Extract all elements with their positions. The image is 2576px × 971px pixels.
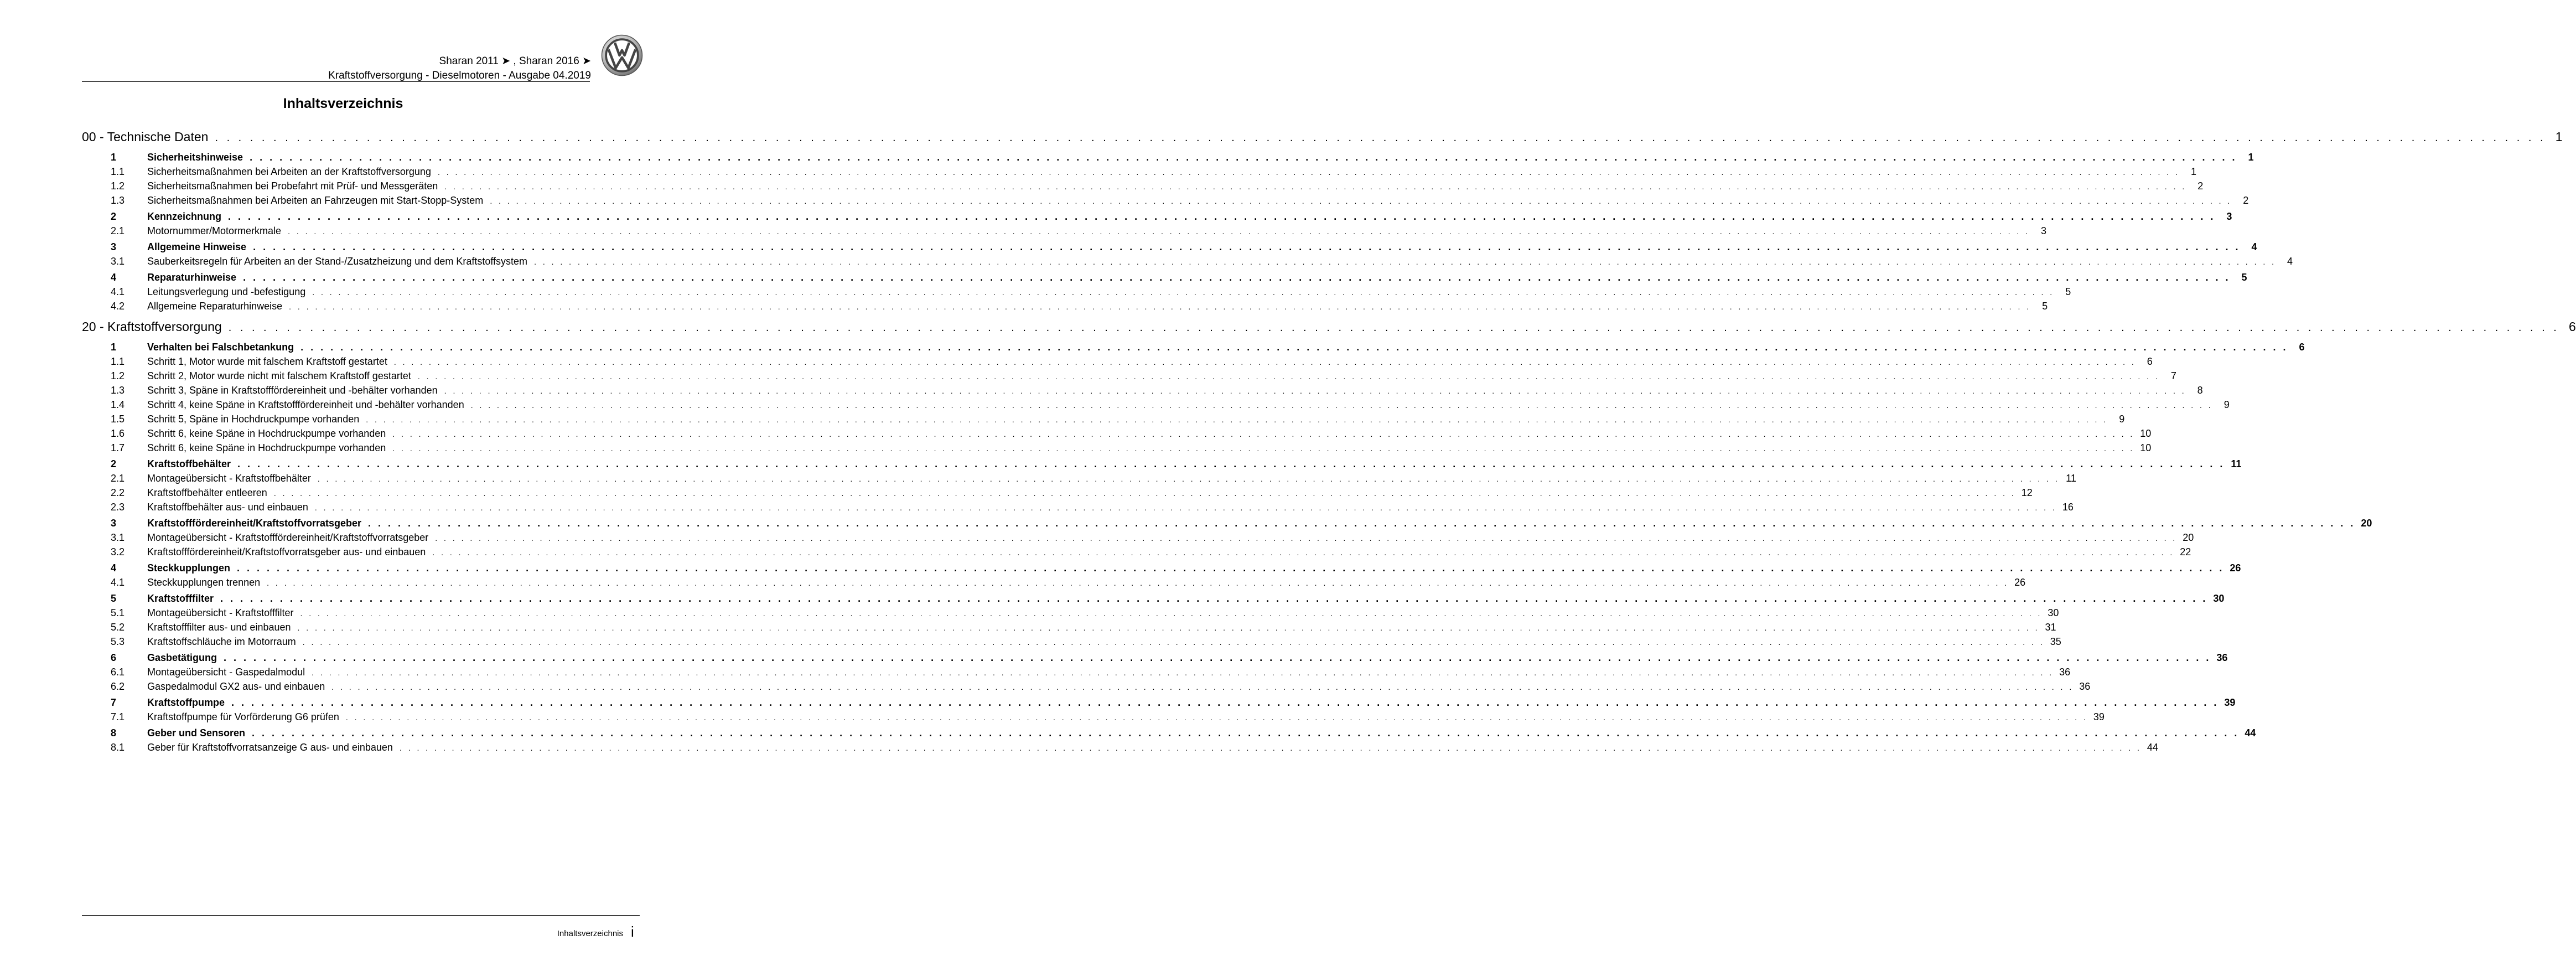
toc-entry-title: Sicherheitshinweise [147,152,243,163]
toc-section-entry[interactable] [111,272,2247,285]
toc-entry-title: Schritt 6, keine Späne in Hochdruckpumpe vorhanden [147,428,386,439]
toc-page-number: 20 [2183,532,2194,543]
toc-page-number: 22 [2180,546,2191,557]
toc-page-number: 35 [2050,636,2061,647]
toc-subsection-entry[interactable] [111,428,2152,441]
toc-page-number: 39 [2224,697,2236,708]
toc-page-number: 6 [2147,356,2153,367]
toc-entry-title: Schritt 1, Motor wurde mit falschem Kraftstoff gestartet [147,356,387,367]
toc-subsection-entry[interactable] [111,681,2091,694]
toc-section-entry[interactable] [111,211,2232,224]
toc-entry-number: 1 [111,342,117,353]
toc-leader-dots: . . . . . . . . . . . . . . . . . . . . . . . . . . . . . . . . . . . . . . . . . . . . . . . . . . . . . . . . . . . . . . . . . . . . . . . . . . . . . . . . . . . . . . . . . . . . . . . . . . . . . . . . . . . . . . . . . . . . . . . . . . . . . . . . . . . . . . . . . . . . . . . . . . . . . . . . . . . . . . . . . . . . . . . . . . . . . . . . . . . . . . . . . . . . . . . . . . . . . . . . [534,257,2277,266]
toc-subsection-entry[interactable] [111,667,2071,680]
toc-entry-title: Leitungsverlegung und -befestigung [147,286,306,297]
toc-entry-title: Steckkupplungen [147,562,231,574]
toc-leader-dots: . . . . . . . . . . . . . . . . . . . . . . . . . . . . . . . . . . . . . . . . . . . . . . . . . . . . . . . . . . . . . . . . . . . . . . . . . . . . . . . . . . . . . . . . . . . . . . . . . . . . . . . . . . . . . . . . . . . . . . . . . . . . . . . . . . . . . . . . . . . . . . . . . . . . . . . . . . . . . . . . . . . . . . . . . . . . . . . . . . . . . . . . . . . . . . . . . . . . . . . . [220,593,2208,604]
toc-page-number: 36 [2079,681,2091,692]
toc-leader-dots: . . . . . . . . . . . . . . . . . . . . . . . . . . . . . . . . . . . . . . . . . . . . . . . . . . . . . . . . . . . . . . . . . . . . . . . . . . . . . . . . . . . . . . . . . . . . . . . . . . . . . . . . . . . . . . . . . . . . . . . . . . . . . . . . . . . . . . . . . . . . . . . . . . . . . . . . . . . . . . . . . . . . . . . . . . . . . . . . . . . . . . . . . . . . . . . . . . . . . . . . [392,430,2135,438]
toc-subsection-entry[interactable] [111,166,2196,179]
toc-subsection-entry[interactable] [111,442,2152,456]
toc-page-number: 44 [2245,727,2256,738]
toc-section-entry[interactable] [111,518,2372,531]
toc-page-number: 1 [2190,166,2196,177]
toc-leader-dots: . . . . . . . . . . . . . . . . . . . . . . . . . . . . . . . . . . . . . . . . . . . . . . . . . . . . . . . . . . . . . . . . . . . . . . . . . . . . . . . . . . . . . . . . . . . . . . . . . . . . . . . . . . . . . . . . . . . . . . . . . . . . . . . . . . . . . . . . . . . . . . . . . . . . . . . . . . . . . . . . . . . . . . . . . . . . . . . . . . . . . . . . . . . . . . . . . . . . . . . . [470,401,2213,410]
toc-entry-number: 1.6 [111,428,125,439]
toc-leader-dots: . . . . . . . . . . . . . . . . . . . . . . . . . . . . . . . . . . . . . . . . . . . . . . . . . . . . . . . . . . . . . . . . . . . . . . . . . . . . . . . . . . . . . . . . . . . . . . . . . . . . . . . . . . . . . . . . . . . . . . . . . . . . . . . . . . . . . . . . . . . . . . . . . . . . . . . . . . . . . . . . . . . . . . . . . . . . . . . . . . . . . . . . . . . . . . . . . . . . . . . . [243,272,2231,283]
toc-entry-title: Montageübersicht - Kraftstofffördereinheit/Kraftstoffvorratsgeber [147,532,429,543]
toc-entry-number: 1.5 [111,414,125,425]
toc-entry-title: Sauberkeitsregeln für Arbeiten an der Stand-/Zusatzheizung und dem Kraftstoffsystem [147,256,528,267]
toc-section-entry[interactable] [111,727,2256,741]
toc-leader-dots: . . . . . . . . . . . . . . . . . . . . . . . . . . . . . . . . . . . . . . . . . . . . . . . . . . . . . . . . . . . . . . . . . . . . . . . . . . . . . . . . . . . . . . . . . . . . . . . . . . . . . . . . . . . . . . . . . . . . . . . . . . . . . . . . . . . . . . . . . . . . . . . . . . . . . . . . . . . . . . . . . . . . . . . . . . . . . . . . . . . . . . . . . . . . . . . . . . . . . . . . [432,548,2175,557]
toc-subsection-entry[interactable] [111,622,2056,635]
toc-chapter-entry[interactable] [82,130,2563,146]
toc-section-entry[interactable] [111,562,2241,576]
toc-leader-dots: . . . . . . . . . . . . . . . . . . . . . . . . . . . . . . . . . . . . . . . . . . . . . . . . . . . . . . . . . . . . . . . . . . . . . . . . . . . . . . . . . . . . . . . . . . . . . . . . . . . . . . . . . . . . . . . . . . . . . . . . . . . . . . . . . . . . . . . . . . . . . . . . . . . . . . . . . . . . . . . . . . . . . . . . . . . . . . . . . . . . . . . . . . . . . . . . . . . . . . . . [300,342,2288,353]
toc-entry-title: Schritt 3, Späne in Kraftstofffördereinheit und -behälter vorhanden [147,385,438,396]
toc-page-number: 5 [2241,272,2247,283]
toc-subsection-entry[interactable] [111,180,2204,194]
toc-subsection-entry[interactable] [111,399,2230,412]
toc-leader-dots: . . . . . . . . . . . . . . . . . . . . . . . . . . . . . . . . . . . . . . . . . . . . . . . . . . . . . . . . . . . . . . . . . . . . . . . . . . . . . . . . . . . . . . . . . . . . . . . . . . . . . . . . . . . . . . . . . . . . . . . . . . . . . . . . . . . . . . . . . . . . . . . . . . . . . . . . . . . . . . . . . . . . . . . . . . . . . . . . . . . . . . . . . . . . . . . . . . . . . . . . [228,211,2216,222]
toc-leader-dots: . . . . . . . . . . . . . . . . . . . . . . . . . . . . . . . . . . . . . . . . . . . . . . . . . . . . . . . . . . . . . . . . . . . . . . . . . . . . . . . . . . . . . . . . . . . . . . . . . . . . . . . . . . . . . . . . . . . . . . . . . . . . . . . . . . . . . . . . . . . . . . . . . . . . . . . . . . . . . . . . . . . . . . . . . . . . . . . . . . . . . . . . . . . . . . . . . . . . . . . . [228,322,2559,334]
toc-entry-title: Montageübersicht - Kraftstofffilter [147,607,294,618]
toc-page-number: 11 [2066,473,2076,484]
toc-subsection-entry[interactable] [111,256,2293,269]
toc-page-number: 16 [2062,502,2074,513]
toc-leader-dots: . . . . . . . . . . . . . . . . . . . . . . . . . . . . . . . . . . . . . . . . . . . . . . . . . . . . . . . . . . . . . . . . . . . . . . . . . . . . . . . . . . . . . . . . . . . . . . . . . . . . . . . . . . . . . . . . . . . . . . . . . . . . . . . . . . . . . . . . . . . . . . . . . . . . . . . . . . . . . . . . . . . . . . . . . . . . . . . . . . . . . . . . . . . . . . . . . . . . . . . . [289,302,2031,311]
toc-entry-title: Kraftstoffschläuche im Motorraum [147,636,296,647]
toc-entry-number: 1.1 [111,166,125,177]
toc-entry-title: Kraftstofffördereinheit/Kraftstoffvorratsgeber [147,518,362,529]
toc-entry-number: 3.1 [111,256,125,267]
toc-subsection-entry[interactable] [111,532,2194,545]
toc-entry-title: Kennzeichnung [147,211,221,222]
toc-leader-dots: . . . . . . . . . . . . . . . . . . . . . . . . . . . . . . . . . . . . . . . . . . . . . . . . . . . . . . . . . . . . . . . . . . . . . . . . . . . . . . . . . . . . . . . . . . . . . . . . . . . . . . . . . . . . . . . . . . . . . . . . . . . . . . . . . . . . . . . . . . . . . . . . . . . . . . . . . . . . . . . . . . . . . . . . . . . . . . . . . . . . . . . . . . . . . . . . . . . . . . . . [312,668,2054,677]
toc-page-number: 10 [2140,428,2152,439]
toc-leader-dots: . . . . . . . . . . . . . . . . . . . . . . . . . . . . . . . . . . . . . . . . . . . . . . . . . . . . . . . . . . . . . . . . . . . . . . . . . . . . . . . . . . . . . . . . . . . . . . . . . . . . . . . . . . . . . . . . . . . . . . . . . . . . . . . . . . . . . . . . . . . . . . . . . . . . . . . . . . . . . . . . . . . . . . . . . . . . . . . . . . . . . . . . . . . . . . . . . . . . . . . . [314,503,2057,512]
toc-page-number: 1 [2555,130,2563,144]
toc-leader-dots: . . . . . . . . . . . . . . . . . . . . . . . . . . . . . . . . . . . . . . . . . . . . . . . . . . . . . . . . . . . . . . . . . . . . . . . . . . . . . . . . . . . . . . . . . . . . . . . . . . . . . . . . . . . . . . . . . . . . . . . . . . . . . . . . . . . . . . . . . . . . . . . . . . . . . . . . . . . . . . . . . . . . . . . . . . . . . . . . . . . . . . . . . . . . . . . . . . . . . . . . [297,623,2040,632]
toc-entry-title: 20 - Kraftstoffversorgung [82,319,222,334]
toc-page-number: 30 [2213,593,2225,604]
vw-logo-icon [601,34,643,76]
toc-entry-number: 4.1 [111,577,125,588]
toc-leader-dots: . . . . . . . . . . . . . . . . . . . . . . . . . . . . . . . . . . . . . . . . . . . . . . . . . . . . . . . . . . . . . . . . . . . . . . . . . . . . . . . . . . . . . . . . . . . . . . . . . . . . . . . . . . . . . . . . . . . . . . . . . . . . . . . . . . . . . . . . . . . . . . . . . . . . . . . . . . . . . . . . . . . . . . . . . . . . . . . . . . . . . . . . . . . . . . . . . . . . . . . . [345,713,2088,722]
toc-entry-title: Schritt 4, keine Späne in Kraftstofffördereinheit und -behälter vorhanden [147,399,464,410]
toc-subsection-entry[interactable] [111,414,2125,427]
toc-leader-dots: . . . . . . . . . . . . . . . . . . . . . . . . . . . . . . . . . . . . . . . . . . . . . . . . . . . . . . . . . . . . . . . . . . . . . . . . . . . . . . . . . . . . . . . . . . . . . . . . . . . . . . . . . . . . . . . . . . . . . . . . . . . . . . . . . . . . . . . . . . . . . . . . . . . . . . . . . . . . . . . . . . . . . . . . . . . . . . . . . . . . . . . . . . . . . . . . . . . . . . . . [273,489,2016,498]
toc-page-number: 26 [2014,577,2026,588]
toc-section-entry[interactable] [111,241,2257,255]
toc-leader-dots: . . . . . . . . . . . . . . . . . . . . . . . . . . . . . . . . . . . . . . . . . . . . . . . . . . . . . . . . . . . . . . . . . . . . . . . . . . . . . . . . . . . . . . . . . . . . . . . . . . . . . . . . . . . . . . . . . . . . . . . . . . . . . . . . . . . . . . . . . . . . . . . . . . . . . . . . . . . . . . . . . . . . . . . . . . . . . . . . . . . . . . . . . . . . . . . . . . . . . . . . [250,152,2237,163]
toc-page-number: 6 [2569,319,2576,334]
toc-entry-title: Sicherheitsmaßnahmen bei Probefahrt mit Prüf- und Messgeräten [147,180,438,192]
toc-entry-number: 2 [111,211,117,222]
toc-entry-title: Verhalten bei Falschbetankung [147,342,294,353]
toc-section-entry[interactable] [111,152,2254,165]
toc-section-entry[interactable] [111,652,2228,665]
toc-entry-title: 00 - Technische Daten [82,130,209,144]
toc-page-number: 39 [2093,711,2105,722]
toc-entry-title: Kraftstoffbehälter [147,458,231,469]
toc-section-entry[interactable] [111,593,2225,606]
toc-entry-number: 2.1 [111,473,125,484]
toc-entry-title: Geber und Sensoren [147,727,246,738]
toc-subsection-entry[interactable] [111,195,2249,208]
toc-leader-dots: . . . . . . . . . . . . . . . . . . . . . . . . . . . . . . . . . . . . . . . . . . . . . . . . . . . . . . . . . . . . . . . . . . . . . . . . . . . . . . . . . . . . . . . . . . . . . . . . . . . . . . . . . . . . . . . . . . . . . . . . . . . . . . . . . . . . . . . . . . . . . . . . . . . . . . . . . . . . . . . . . . . . . . . . . . . . . . . . . . . . . . . . . . . . . . . . . . . . . . . . [317,474,2060,483]
toc-entry-title: Allgemeine Hinweise [147,241,247,252]
toc-chapter-entry[interactable] [82,319,2576,336]
toc-leader-dots: . . . . . . . . . . . . . . . . . . . . . . . . . . . . . . . . . . . . . . . . . . . . . . . . . . . . . . . . . . . . . . . . . . . . . . . . . . . . . . . . . . . . . . . . . . . . . . . . . . . . . . . . . . . . . . . . . . . . . . . . . . . . . . . . . . . . . . . . . . . . . . . . . . . . . . . . . . . . . . . . . . . . . . . . . . . . . . . . . . . . . . . . . . . . . . . . . . . . . . . . [444,386,2186,395]
toc-entry-title: Gasbetätigung [147,652,217,663]
toc-page-number: 6 [2299,342,2305,353]
toc-leader-dots: . . . . . . . . . . . . . . . . . . . . . . . . . . . . . . . . . . . . . . . . . . . . . . . . . . . . . . . . . . . . . . . . . . . . . . . . . . . . . . . . . . . . . . . . . . . . . . . . . . . . . . . . . . . . . . . . . . . . . . . . . . . . . . . . . . . . . . . . . . . . . . . . . . . . . . . . . . . . . . . . . . . . . . . . . . . . . . . . . . . . . . . . . . . . . . . . . . . . . . . . [267,579,2009,587]
toc-leader-dots: . . . . . . . . . . . . . . . . . . . . . . . . . . . . . . . . . . . . . . . . . . . . . . . . . . . . . . . . . . . . . . . . . . . . . . . . . . . . . . . . . . . . . . . . . . . . . . . . . . . . . . . . . . . . . . . . . . . . . . . . . . . . . . . . . . . . . . . . . . . . . . . . . . . . . . . . . . . . . . . . . . . . . . . . . . . . . . . . . . . . . . . . . . . . . . . . . . . . . . . . [437,168,2180,177]
toc-entry-number: 7 [111,697,117,708]
toc-entry-title: Steckkupplungen trennen [147,577,261,588]
toc-page-number: 31 [2045,622,2056,633]
toc-page-number: 4 [2287,256,2293,267]
toc-leader-dots: . . . . . . . . . . . . . . . . . . . . . . . . . . . . . . . . . . . . . . . . . . . . . . . . . . . . . . . . . . . . . . . . . . . . . . . . . . . . . . . . . . . . . . . . . . . . . . . . . . . . . . . . . . . . . . . . . . . . . . . . . . . . . . . . . . . . . . . . . . . . . . . . . . . . . . . . . . . . . . . . . . . . . . . . . . . . . . . . . . . . . . . . . . . . . . . . . . . . . . . . [252,727,2240,738]
toc-subsection-entry[interactable] [111,473,2076,486]
toc-entry-number: 6.2 [111,681,125,692]
toc-leader-dots: . . . . . . . . . . . . . . . . . . . . . . . . . . . . . . . . . . . . . . . . . . . . . . . . . . . . . . . . . . . . . . . . . . . . . . . . . . . . . . . . . . . . . . . . . . . . . . . . . . . . . . . . . . . . . . . . . . . . . . . . . . . . . . . . . . . . . . . . . . . . . . . . . . . . . . . . . . . . . . . . . . . . . . . . . . . . . . . . . . . . . . . . . . . . . . . . . . . . . . . . [231,697,2219,708]
toc-leader-dots: . . . . . . . . . . . . . . . . . . . . . . . . . . . . . . . . . . . . . . . . . . . . . . . . . . . . . . . . . . . . . . . . . . . . . . . . . . . . . . . . . . . . . . . . . . . . . . . . . . . . . . . . . . . . . . . . . . . . . . . . . . . . . . . . . . . . . . . . . . . . . . . . . . . . . . . . . . . . . . . . . . . . . . . . . . . . . . . . . . . . . . . . . . . . . . . . . . . . . . . . [300,609,2043,618]
header-manual-line: Kraftstoffversorgung - Dieselmotoren - Ausgabe 04.2019 [328,70,591,81]
toc-page-number: 2 [2197,180,2204,192]
toc-leader-dots: . . . . . . . . . . . . . . . . . . . . . . . . . . . . . . . . . . . . . . . . . . . . . . . . . . . . . . . . . . . . . . . . . . . . . . . . . . . . . . . . . . . . . . . . . . . . . . . . . . . . . . . . . . . . . . . . . . . . . . . . . . . . . . . . . . . . . . . . . . . . . . . . . . . . . . . . . . . . . . . . . . . . . . . . . . . . . . . . . . . . . . . . . . . . . . . . . . . . . . . . [399,743,2142,752]
toc-entry-number: 3.2 [111,546,125,557]
toc-entry-number: 7.1 [111,711,125,722]
toc-leader-dots: . . . . . . . . . . . . . . . . . . . . . . . . . . . . . . . . . . . . . . . . . . . . . . . . . . . . . . . . . . . . . . . . . . . . . . . . . . . . . . . . . . . . . . . . . . . . . . . . . . . . . . . . . . . . . . . . . . . . . . . . . . . . . . . . . . . . . . . . . . . . . . . . . . . . . . . . . . . . . . . . . . . . . . . . . . . . . . . . . . . . . . . . . . . . . . . . . . . . . . . . [237,458,2225,469]
toc-entry-number: 1.4 [111,399,125,410]
toc-leader-dots: . . . . . . . . . . . . . . . . . . . . . . . . . . . . . . . . . . . . . . . . . . . . . . . . . . . . . . . . . . . . . . . . . . . . . . . . . . . . . . . . . . . . . . . . . . . . . . . . . . . . . . . . . . . . . . . . . . . . . . . . . . . . . . . . . . . . . . . . . . . . . . . . . . . . . . . . . . . . . . . . . . . . . . . . . . . . . . . . . . . . . . . . . . . . . . . . . . . . . . . . [331,683,2074,691]
toc-subsection-entry[interactable] [111,225,2047,239]
toc-leader-dots: . . . . . . . . . . . . . . . . . . . . . . . . . . . . . . . . . . . . . . . . . . . . . . . . . . . . . . . . . . . . . . . . . . . . . . . . . . . . . . . . . . . . . . . . . . . . . . . . . . . . . . . . . . . . . . . . . . . . . . . . . . . . . . . . . . . . . . . . . . . . . . . . . . . . . . . . . . . . . . . . . . . . . . . . . . . . . . . . . . . . . . . . . . . . . . . . . . . . . . . . [393,358,2136,366]
toc-subsection-entry[interactable] [111,370,2176,384]
toc-entry-title: Sicherheitsmaßnahmen bei Arbeiten an Fahrzeugen mit Start-Stopp-System [147,195,484,206]
toc-entry-number: 1.1 [111,356,125,367]
toc-subsection-entry[interactable] [111,487,2033,500]
toc-entry-number: 5.2 [111,622,125,633]
toc-entry-number: 2 [111,458,117,469]
toc-entry-number: 3 [111,241,117,252]
toc-entry-number: 1.3 [111,195,125,206]
toc-page-number: 36 [2059,667,2071,678]
toc-leader-dots: . . . . . . . . . . . . . . . . . . . . . . . . . . . . . . . . . . . . . . . . . . . . . . . . . . . . . . . . . . . . . . . . . . . . . . . . . . . . . . . . . . . . . . . . . . . . . . . . . . . . . . . . . . . . . . . . . . . . . . . . . . . . . . . . . . . . . . . . . . . . . . . . . . . . . . . . . . . . . . . . . . . . . . . . . . . . . . . . . . . . . . . . . . . . . . . . . . . . . . . . [490,197,2232,205]
toc-leader-dots: . . . . . . . . . . . . . . . . . . . . . . . . . . . . . . . . . . . . . . . . . . . . . . . . . . . . . . . . . . . . . . . . . . . . . . . . . . . . . . . . . . . . . . . . . . . . . . . . . . . . . . . . . . . . . . . . . . . . . . . . . . . . . . . . . . . . . . . . . . . . . . . . . . . . . . . . . . . . . . . . . . . . . . . . . . . . . . . . . . . . . . . . . . . . . . . . . . . . . . . . [444,182,2187,191]
toc-subsection-entry[interactable] [111,286,2071,299]
toc-page-number: 9 [2119,414,2125,425]
toc-entry-title: Kraftstoffbehälter entleeren [147,487,267,498]
toc-leader-dots: . . . . . . . . . . . . . . . . . . . . . . . . . . . . . . . . . . . . . . . . . . . . . . . . . . . . . . . . . . . . . . . . . . . . . . . . . . . . . . . . . . . . . . . . . . . . . . . . . . . . . . . . . . . . . . . . . . . . . . . . . . . . . . . . . . . . . . . . . . . . . . . . . . . . . . . . . . . . . . . . . . . . . . . . . . . . . . . . . . . . . . . . . . . . . . . . . . . . . . . . [366,415,2108,424]
toc-entry-number: 5.3 [111,636,125,647]
toc-subsection-entry[interactable] [111,711,2105,725]
toc-leader-dots: . . . . . . . . . . . . . . . . . . . . . . . . . . . . . . . . . . . . . . . . . . . . . . . . . . . . . . . . . . . . . . . . . . . . . . . . . . . . . . . . . . . . . . . . . . . . . . . . . . . . . . . . . . . . . . . . . . . . . . . . . . . . . . . . . . . . . . . . . . . . . . . . . . . . . . . . . . . . . . . . . . . . . . . . . . . . . . . . . . . . . . . . . . . . . . . . . . . . . . . . [288,227,2030,236]
toc-leader-dots: . . . . . . . . . . . . . . . . . . . . . . . . . . . . . . . . . . . . . . . . . . . . . . . . . . . . . . . . . . . . . . . . . . . . . . . . . . . . . . . . . . . . . . . . . . . . . . . . . . . . . . . . . . . . . . . . . . . . . . . . . . . . . . . . . . . . . . . . . . . . . . . . . . . . . . . . . . . . . . . . . . . . . . . . . . . . . . . . . . . . . . . . . . . . . . . . . . . . . . . . [312,288,2055,297]
toc-leader-dots: . . . . . . . . . . . . . . . . . . . . . . . . . . . . . . . . . . . . . . . . . . . . . . . . . . . . . . . . . . . . . . . . . . . . . . . . . . . . . . . . . . . . . . . . . . . . . . . . . . . . . . . . . . . . . . . . . . . . . . . . . . . . . . . . . . . . . . . . . . . . . . . . . . . . . . . . . . . . . . . . . . . . . . . . . . . . . . . . . . . . . . . . . . . . . . . . . . . . . . . . [302,638,2045,647]
toc-subsection-entry[interactable] [111,742,2158,755]
header-model-line: Sharan 2011 ➤ , Sharan 2016 ➤ [439,55,591,67]
toc-entry-number: 3 [111,518,117,529]
toc-entry-number: 8 [111,727,117,738]
toc-page-number: 9 [2223,399,2230,410]
toc-subsection-entry[interactable] [111,636,2061,649]
toc-entry-title: Reparaturhinweise [147,272,237,283]
toc-entry-title: Kraftstofffördereinheit/Kraftstoffvorratsgeber aus- und einbauen [147,546,426,557]
toc-subsection-entry[interactable] [111,607,2059,621]
header-divider [82,81,590,82]
footer-page-number: i [631,923,634,940]
toc-entry-number: 1.3 [111,385,125,396]
toc-subsection-entry[interactable] [111,546,2191,560]
toc-page-number: 36 [2216,652,2228,663]
toc-page-number: 5 [2065,286,2071,297]
toc-subsection-entry[interactable] [111,385,2203,398]
toc-subsection-entry[interactable] [111,502,2074,515]
toc-entry-title: Kraftstofffilter [147,593,214,604]
toc-entry-title: Allgemeine Reparaturhinweise [147,301,283,312]
toc-leader-dots: . . . . . . . . . . . . . . . . . . . . . . . . . . . . . . . . . . . . . . . . . . . . . . . . . . . . . . . . . . . . . . . . . . . . . . . . . . . . . . . . . . . . . . . . . . . . . . . . . . . . . . . . . . . . . . . . . . . . . . . . . . . . . . . . . . . . . . . . . . . . . . . . . . . . . . . . . . . . . . . . . . . . . . . . . . . . . . . . . . . . . . . . . . . . . . . . . . . . . . . . [224,652,2211,663]
toc-entry-number: 2.3 [111,502,125,513]
page-title: Inhaltsverzeichnis [283,96,403,111]
toc-entry-number: 2.2 [111,487,125,498]
toc-page-number: 26 [2230,562,2241,574]
toc-leader-dots: . . . . . . . . . . . . . . . . . . . . . . . . . . . . . . . . . . . . . . . . . . . . . . . . . . . . . . . . . . . . . . . . . . . . . . . . . . . . . . . . . . . . . . . . . . . . . . . . . . . . . . . . . . . . . . . . . . . . . . . . . . . . . . . . . . . . . . . . . . . . . . . . . . . . . . . . . . . . . . . . . . . . . . . . . . . . . . . . . . . . . . . . . . . . . . . . . . . . . . . . [237,562,2225,574]
toc-entry-title: Sicherheitsmaßnahmen bei Arbeiten an der Kraftstoffversorgung [147,166,431,177]
toc-section-entry[interactable] [111,342,2305,355]
toc-subsection-entry[interactable] [111,356,2153,369]
toc-page-number: 10 [2140,442,2152,453]
toc-section-entry[interactable] [111,697,2236,710]
footer-label: Inhaltsverzeichnis [557,929,623,938]
toc-entry-number: 4.2 [111,301,125,312]
toc-entry-number: 1 [111,152,117,163]
toc-subsection-entry[interactable] [111,301,2048,314]
toc-entry-title: Schritt 5, Späne in Hochdruckpumpe vorhanden [147,414,360,425]
toc-section-entry[interactable] [111,458,2242,472]
toc-page-number: 3 [2226,211,2232,222]
toc-entry-number: 1.2 [111,370,125,381]
toc-subsection-entry[interactable] [111,577,2026,590]
toc-page-number: 5 [2042,301,2048,312]
toc-entry-title: Kraftstofffilter aus- und einbauen [147,622,291,633]
toc-entry-number: 2.1 [111,225,125,236]
toc-entry-title: Schritt 2, Motor wurde nicht mit falschem Kraftstoff gestartet [147,370,411,381]
toc-page-number: 3 [2041,225,2047,236]
toc-page-number: 30 [2048,607,2059,618]
toc-page-number: 8 [2197,385,2203,396]
toc-page-number: 11 [2231,458,2242,469]
toc-entry-number: 5.1 [111,607,125,618]
toc-entry-title: Motornummer/Motormerkmale [147,225,282,236]
toc-leader-dots: . . . . . . . . . . . . . . . . . . . . . . . . . . . . . . . . . . . . . . . . . . . . . . . . . . . . . . . . . . . . . . . . . . . . . . . . . . . . . . . . . . . . . . . . . . . . . . . . . . . . . . . . . . . . . . . . . . . . . . . . . . . . . . . . . . . . . . . . . . . . . . . . . . . . . . . . . . . . . . . . . . . . . . . . . . . . . . . . . . . . . . . . . . . . . . . . . . . . . . . . [392,444,2135,453]
footer-divider [82,915,640,916]
toc-entry-title: Gaspedalmodul GX2 aus- und einbauen [147,681,325,692]
toc-entry-number: 6.1 [111,667,125,678]
toc-entry-number: 1.7 [111,442,125,453]
toc-entry-number: 5 [111,593,117,604]
toc-entry-number: 6 [111,652,117,663]
toc-entry-title: Montageübersicht - Kraftstoffbehälter [147,473,311,484]
toc-entry-title: Kraftstoffpumpe für Vorförderung G6 prüfen [147,711,339,722]
toc-entry-number: 4.1 [111,286,125,297]
toc-entry-title: Kraftstoffbehälter aus- und einbauen [147,502,308,513]
toc-page-number: 20 [2361,518,2372,529]
toc-leader-dots: . . . . . . . . . . . . . . . . . . . . . . . . . . . . . . . . . . . . . . . . . . . . . . . . . . . . . . . . . . . . . . . . . . . . . . . . . . . . . . . . . . . . . . . . . . . . . . . . . . . . . . . . . . . . . . . . . . . . . . . . . . . . . . . . . . . . . . . . . . . . . . . . . . . . . . . . . . . . . . . . . . . . . . . . . . . . . . . . . . . . . . . . . . . . . . . . . . . . . . . . [253,241,2241,252]
toc-entry-number: 4 [111,272,117,283]
toc-entry-title: Kraftstoffpumpe [147,697,225,708]
toc-leader-dots: . . . . . . . . . . . . . . . . . . . . . . . . . . . . . . . . . . . . . . . . . . . . . . . . . . . . . . . . . . . . . . . . . . . . . . . . . . . . . . . . . . . . . . . . . . . . . . . . . . . . . . . . . . . . . . . . . . . . . . . . . . . . . . . . . . . . . . . . . . . . . . . . . . . . . . . . . . . . . . . . . . . . . . . . . . . . . . . . . . . . . . . . . . . . . . . . . . . . . . . . [368,518,2356,529]
toc-entry-number: 1.2 [111,180,125,192]
toc-page-number: 1 [2248,152,2254,163]
toc-entry-number: 3.1 [111,532,125,543]
toc-leader-dots: . . . . . . . . . . . . . . . . . . . . . . . . . . . . . . . . . . . . . . . . . . . . . . . . . . . . . . . . . . . . . . . . . . . . . . . . . . . . . . . . . . . . . . . . . . . . . . . . . . . . . . . . . . . . . . . . . . . . . . . . . . . . . . . . . . . . . . . . . . . . . . . . . . . . . . . . . . . . . . . . . . . . . . . . . . . . . . . . . . . . . . . . . . . . . . . . . . . . . . . . [215,132,2546,144]
toc-entry-number: 4 [111,562,117,574]
toc-page-number: 12 [2021,487,2033,498]
toc-entry-title: Schritt 6, keine Späne in Hochdruckpumpe vorhanden [147,442,386,453]
toc-entry-title: Montageübersicht - Gaspedalmodul [147,667,305,678]
toc-page-number: 7 [2170,370,2176,381]
toc-page-number: 4 [2251,241,2257,252]
toc-leader-dots: . . . . . . . . . . . . . . . . . . . . . . . . . . . . . . . . . . . . . . . . . . . . . . . . . . . . . . . . . . . . . . . . . . . . . . . . . . . . . . . . . . . . . . . . . . . . . . . . . . . . . . . . . . . . . . . . . . . . . . . . . . . . . . . . . . . . . . . . . . . . . . . . . . . . . . . . . . . . . . . . . . . . . . . . . . . . . . . . . . . . . . . . . . . . . . . . . . . . . . . . [435,534,2178,543]
toc-page-number: 2 [2243,195,2249,206]
toc-leader-dots: . . . . . . . . . . . . . . . . . . . . . . . . . . . . . . . . . . . . . . . . . . . . . . . . . . . . . . . . . . . . . . . . . . . . . . . . . . . . . . . . . . . . . . . . . . . . . . . . . . . . . . . . . . . . . . . . . . . . . . . . . . . . . . . . . . . . . . . . . . . . . . . . . . . . . . . . . . . . . . . . . . . . . . . . . . . . . . . . . . . . . . . . . . . . . . . . . . . . . . . . [417,372,2160,381]
toc-entry-title: Geber für Kraftstoffvorratsanzeige G aus- und einbauen [147,742,393,753]
toc-entry-number: 8.1 [111,742,125,753]
toc-page-number: 44 [2147,742,2158,753]
